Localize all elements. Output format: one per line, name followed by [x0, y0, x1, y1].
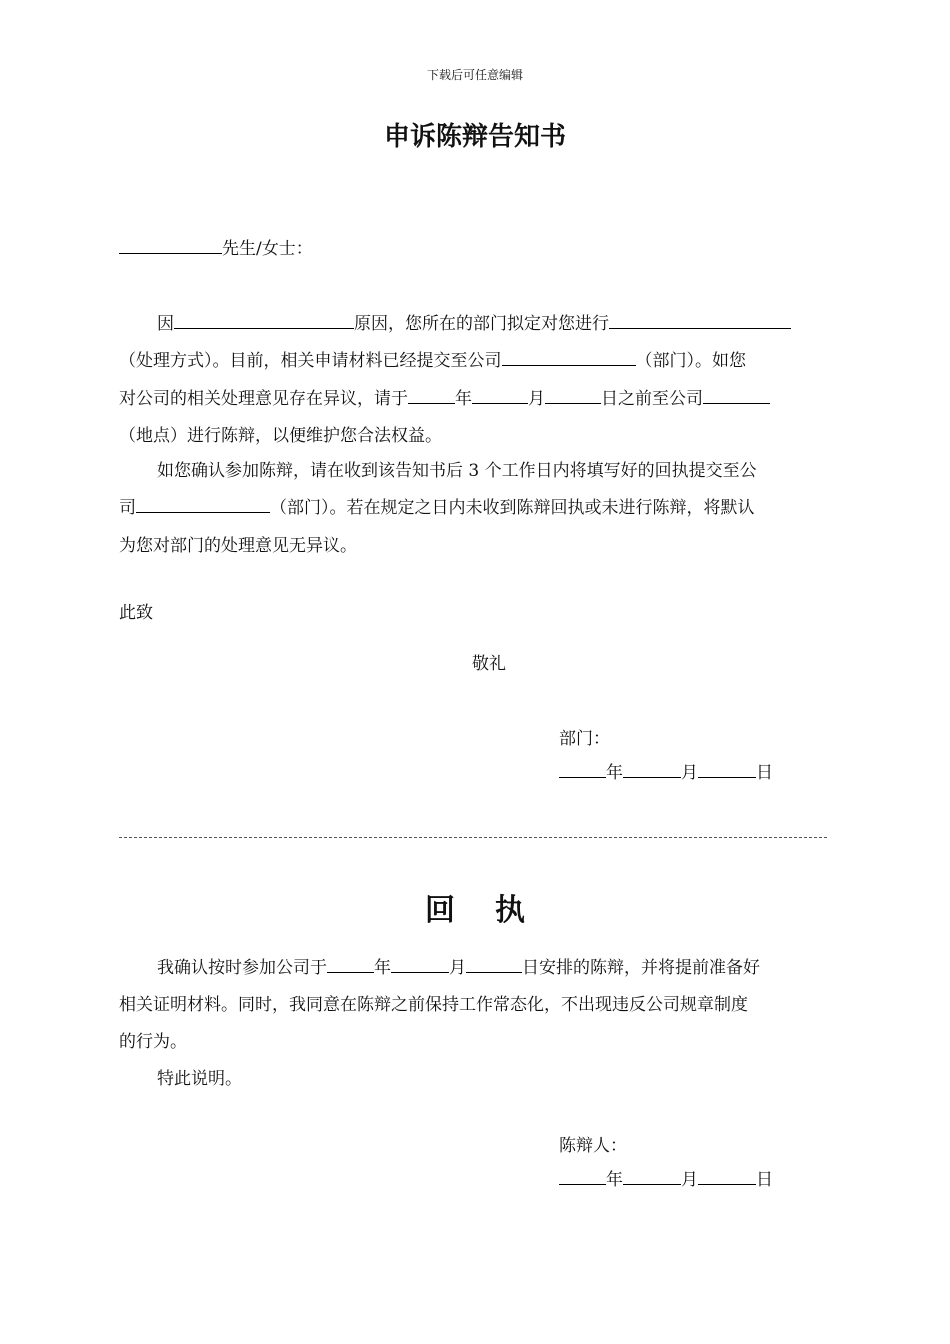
- receipt-title-char-2: 执: [495, 893, 525, 928]
- receipt-p2: 特此说明。: [157, 1069, 242, 1089]
- p2-text-b: 司: [119, 498, 136, 518]
- year-label: 年: [374, 958, 391, 978]
- notice-p1-line2: [119, 350, 746, 372]
- month-label: 月: [681, 763, 698, 783]
- deadline-day-blank[interactable]: [545, 388, 601, 404]
- notice-p2-line1: 如您确认参加陈辩，请在收到该告知书后 3 个工作日内将填写好的回执提交至公: [157, 461, 757, 481]
- cut-line-divider: [119, 837, 827, 838]
- year-label: 年: [606, 1170, 623, 1190]
- notice-p1-line1: [157, 313, 791, 335]
- closing-text: 此致: [119, 603, 153, 623]
- receipt-title-char-1: 回: [425, 893, 455, 928]
- receipt-text-b: 日安排的陈辩，并将提前准备好: [522, 958, 760, 978]
- receipt-text-a: 我确认按时参加公司于: [157, 958, 327, 978]
- notice-p1-line4: （地点）进行陈辩，以便维护您合法权益。: [119, 426, 442, 446]
- month-label: 月: [681, 1170, 698, 1190]
- receipt-day-blank[interactable]: [466, 957, 522, 973]
- year-label: 年: [455, 389, 472, 409]
- p1-text-b: 原因，您所在的部门拟定对您进行: [354, 314, 609, 334]
- signer-label: 陈辩人：: [559, 1136, 627, 1156]
- salutation-line: [119, 238, 313, 260]
- notice-p2-line3: 为您对部门的处理意见无异议。: [119, 536, 357, 556]
- notice-title: 申诉陈辩告知书: [383, 122, 566, 152]
- sign-day-blank[interactable]: [698, 1169, 756, 1185]
- salutation-text: 先生/女士：: [222, 239, 313, 259]
- receipt-title: [0, 885, 950, 929]
- receipt-p1-line2: 相关证明材料。同时，我同意在陈辩之前保持工作常态化，不出现违反公司规章制度: [119, 995, 748, 1015]
- receipt-date-line: [559, 1169, 773, 1191]
- day-label: 日: [756, 763, 773, 783]
- year-label: 年: [606, 763, 623, 783]
- notice-year-blank[interactable]: [559, 762, 606, 778]
- submit-dept-blank[interactable]: [502, 350, 636, 366]
- download-editable-note: 下载后可任意编辑: [426, 68, 523, 82]
- name-blank[interactable]: [119, 238, 222, 254]
- p1-text-d: （部门）。如您: [635, 351, 746, 371]
- notice-day-blank[interactable]: [698, 762, 756, 778]
- sign-year-blank[interactable]: [559, 1169, 606, 1185]
- dept-signature-label: 部门：: [559, 729, 610, 749]
- p1-text-a: 因: [157, 314, 174, 334]
- p1-text-e: 对公司的相关处理意见存在异议，请于: [119, 389, 408, 409]
- reason-blank[interactable]: [174, 313, 354, 329]
- treatment-blank[interactable]: [609, 313, 791, 329]
- p2-text-c: （部门）。若在规定之日内未收到陈辩回执或未进行陈辩，将默认: [270, 498, 755, 518]
- month-label: 月: [528, 389, 545, 409]
- day-label: 日: [756, 1170, 773, 1190]
- p1-text-f: 日之前至公司: [601, 389, 703, 409]
- notice-p1-line3: [119, 388, 770, 410]
- notice-date-line: [559, 762, 773, 784]
- sign-month-blank[interactable]: [623, 1169, 681, 1185]
- regards-text: 敬礼: [472, 654, 506, 674]
- notice-p2-line2: [119, 497, 755, 519]
- receipt-year-blank[interactable]: [327, 957, 374, 973]
- receipt-p1-line3: 的行为。: [119, 1032, 187, 1052]
- notice-month-blank[interactable]: [623, 762, 681, 778]
- location-blank[interactable]: [703, 388, 770, 404]
- deadline-year-blank[interactable]: [408, 388, 455, 404]
- receipt-dept-blank[interactable]: [136, 497, 270, 513]
- deadline-month-blank[interactable]: [472, 388, 528, 404]
- receipt-p1-line1: [157, 957, 760, 979]
- month-label: 月: [449, 958, 466, 978]
- p1-text-c: （处理方式）。目前，相关申请材料已经提交至公司: [119, 351, 502, 371]
- receipt-month-blank[interactable]: [391, 957, 449, 973]
